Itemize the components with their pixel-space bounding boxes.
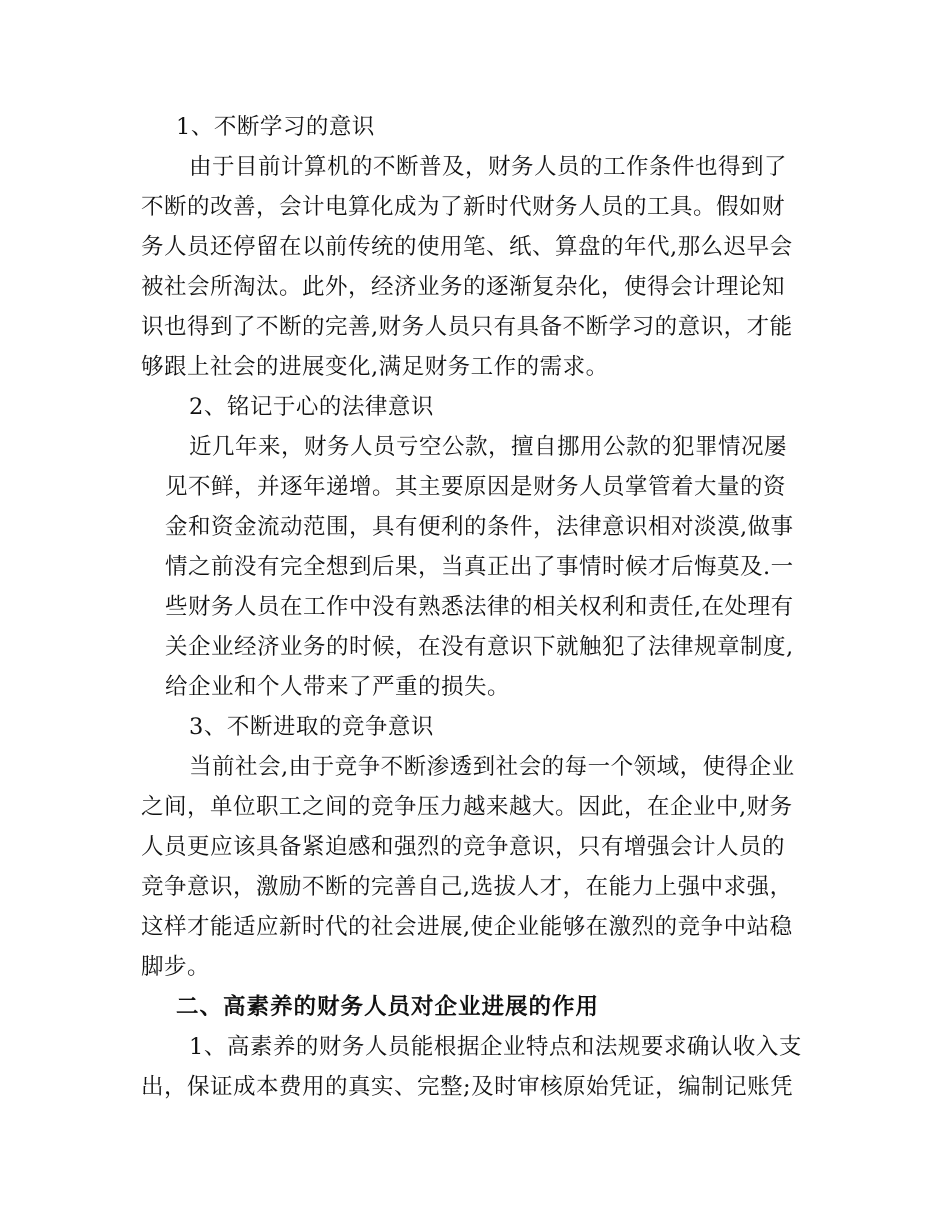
paragraph-line: 出，保证成本费用的真实、完整;及时审核原始凭证，编制记账凭	[141, 1074, 794, 1100]
paragraph-line: 近几年来，财务人员亏空公款，擅自挪用公款的犯罪情况屡	[189, 434, 788, 460]
paragraph-line: 1、高素养的财务人员能根据企业特点和法规要求确认收入支	[189, 1034, 802, 1060]
paragraph-line: 些财务人员在工作中没有熟悉法律的相关权利和责任,在处理有	[165, 594, 794, 620]
paragraph-line: 之间，单位职工之间的竞争压力越来越大。因此，在企业中,财务	[141, 794, 793, 820]
paragraph-line: 金和资金流动范围，具有便利的条件，法律意识相对淡漠,做事	[165, 514, 794, 540]
paragraph-line: 被社会所淘汰。此外，经济业务的逐渐复杂化，使得会计理论知	[141, 274, 786, 300]
paragraph-line: 务人员还停留在以前传统的使用笔、纸、算盘的年代,那么迟早会	[141, 234, 793, 260]
section-heading: 二、高素养的财务人员对企业进展的作用	[176, 994, 600, 1020]
paragraph-line: 人员更应该具备紧迫感和强烈的竞争意识，只有增强会计人员的	[141, 834, 786, 860]
subheading-learning: 1、不断学习的意识	[176, 114, 375, 140]
paragraph-line: 关企业经济业务的时候，在没有意识下就触犯了法律规章制度,	[165, 634, 794, 660]
paragraph-line: 够跟上社会的进展变化,满足财务工作的需求。	[141, 354, 609, 380]
paragraph-line: 当前社会,由于竞争不断渗透到社会的每一个领域，使得企业	[189, 754, 795, 780]
paragraph-line: 见不鲜，并逐年递增。其主要原因是财务人员掌管着大量的资	[165, 474, 787, 500]
paragraph-line: 给企业和个人带来了严重的损失。	[165, 674, 511, 700]
subheading-competition: 3、不断进取的竞争意识	[189, 714, 434, 740]
paragraph-line: 不断的改善，会计电算化成为了新时代财务人员的工具。假如财	[141, 194, 786, 220]
paragraph-line: 竞争意识，激励不断的完善自己,选拔人才，在能力上强中求强，	[141, 874, 793, 900]
subheading-law: 2、铭记于心的法律意识	[189, 394, 434, 420]
paragraph-line: 脚步。	[141, 954, 211, 980]
paragraph-line: 识也得到了不断的完善,财务人员只有具备不断学习的意识，才能	[141, 314, 793, 340]
paragraph-line: 由于目前计算机的不断普及，财务人员的工作条件也得到了	[189, 154, 788, 180]
paragraph-line: 情之前没有完全想到后果，当真正出了事情时候才后悔莫及.一	[165, 554, 794, 580]
paragraph-line: 这样才能适应新时代的社会进展,使企业能够在激烈的竞争中站稳	[141, 914, 793, 940]
